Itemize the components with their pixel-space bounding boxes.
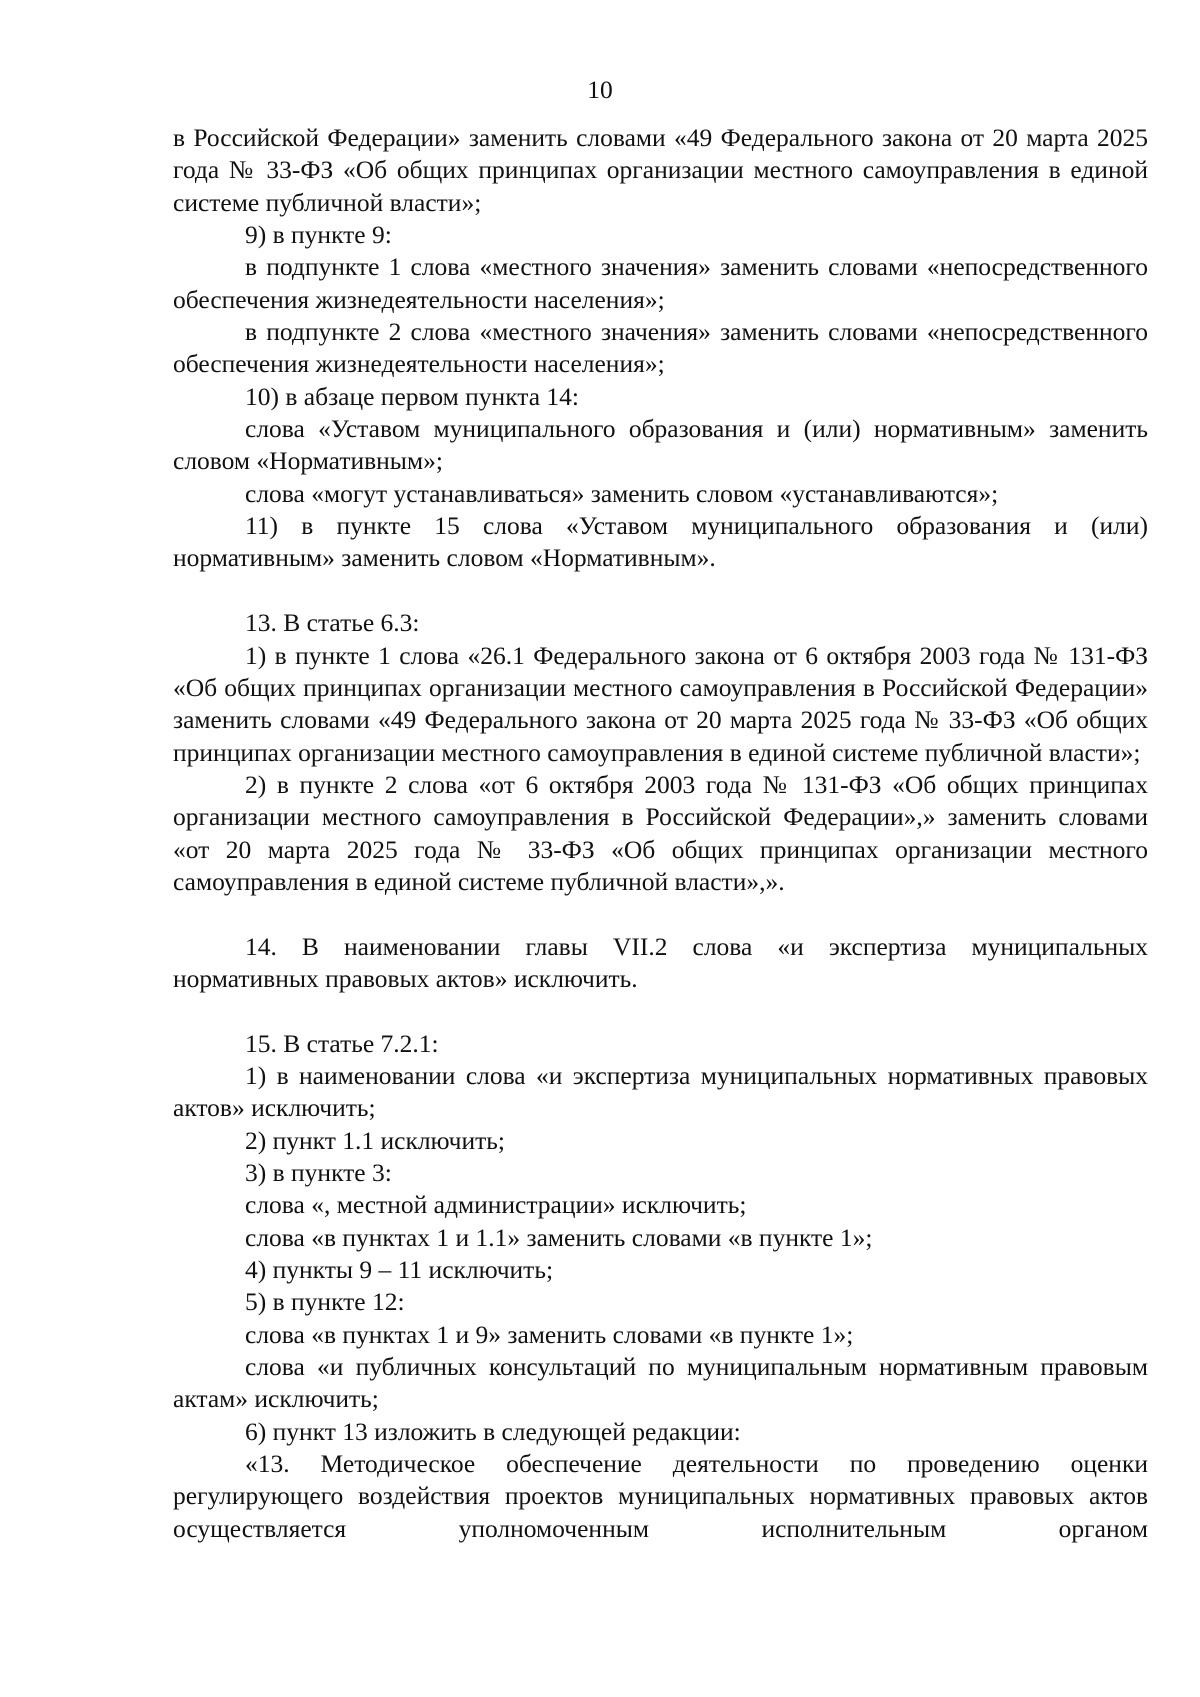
paragraph: «13. Методическое обеспечение деятельности по проведению оценки регулирующего воздействия проектов муниципальных нормативных правовых актов осуществляется уполномоченным исполнительным органом: [173, 1449, 1148, 1543]
paragraph: 11) в пункте 15 слова «Уставом муниципального образования и (или) нормативным» заменить словом «Нормативным».: [173, 511, 1148, 573]
paragraph: слова «и публичных консультаций по муниципальным нормативным правовым актам» исключить;: [173, 1352, 1148, 1414]
paragraph: в подпункте 2 слова «местного значения» заменить словами «непосредственного обеспечения жизнедеятельности населения»;: [173, 317, 1148, 379]
paragraph: слова «Уставом муниципального образования и (или) нормативным» заменить словом «Нормативным»;: [173, 414, 1148, 476]
paragraph: в Российской Федерации» заменить словами «49 Федерального закона от 20 марта 2025 года № 33-ФЗ «Об общих принципах организации местного самоуправления в единой системе публичной власти»;: [173, 123, 1148, 217]
paragraph: слова «, местной администрации» исключить;: [245, 1190, 747, 1220]
paragraph: 9) в пункте 9:: [245, 220, 392, 250]
paragraph: 2) пункт 1.1 исключить;: [245, 1125, 505, 1155]
paragraph: 14. В наименовании главы VII.2 слова «и экспертиза муниципальных нормативных правовых актов» исключить.: [173, 931, 1148, 993]
paragraph-gap: [173, 575, 1148, 607]
paragraph: 2) в пункте 2 слова «от 6 октября 2003 года № 131-ФЗ «Об общих принципах организации местного самоуправления в Российской Федерации»,» заменить словами «от 20 марта 2025 года № 33-ФЗ «Об общих принципах организации местного самоуправления в единой системе публичной власти»,».: [173, 769, 1148, 896]
paragraph: слова «в пунктах 1 и 9» заменить словами «в пункте 1»;: [245, 1319, 854, 1349]
paragraph: 3) в пункте 3:: [245, 1158, 392, 1187]
paragraph: 13. В статье 6.3:: [245, 608, 420, 638]
paragraph: 6) пункт 13 изложить в следующей редакции:: [245, 1416, 741, 1446]
paragraph: в подпункте 1 слова «местного значения» заменить словами «непосредственного обеспечения жизнедеятельности населения»;: [173, 252, 1148, 314]
page-number: 10: [587, 75, 613, 104]
paragraph: 4) пункты 9 – 11 исключить;: [245, 1255, 554, 1285]
paragraph-gap: [173, 995, 1148, 1027]
paragraph: 1) в пункте 1 слова «26.1 Федерального закона от 6 октября 2003 года № 131-ФЗ «Об общих принципах организации местного самоуправления в Российской Федерации» заменить словами «49 Федерального закона от 20 марта 2025 года № 33-ФЗ «Об общих принципах организации местного самоуправления в единой системе публичной власти»;: [173, 640, 1148, 767]
paragraph: 15. В статье 7.2.1:: [245, 1028, 439, 1058]
paragraph: 1) в наименовании слова «и экспертиза муниципальных нормативных правовых актов» исключить;: [173, 1060, 1148, 1123]
paragraph-gap: [173, 898, 1148, 930]
paragraph: слова «могут устанавливаться» заменить словом «устанавливаются»;: [245, 478, 999, 508]
document-body: [173, 122, 1148, 1545]
paragraph: 10) в абзаце первом пункта 14:: [245, 381, 579, 411]
paragraph: слова «в пунктах 1 и 1.1» заменить словами «в пункте 1»;: [245, 1222, 873, 1252]
paragraph: 5) в пункте 12:: [245, 1287, 405, 1317]
